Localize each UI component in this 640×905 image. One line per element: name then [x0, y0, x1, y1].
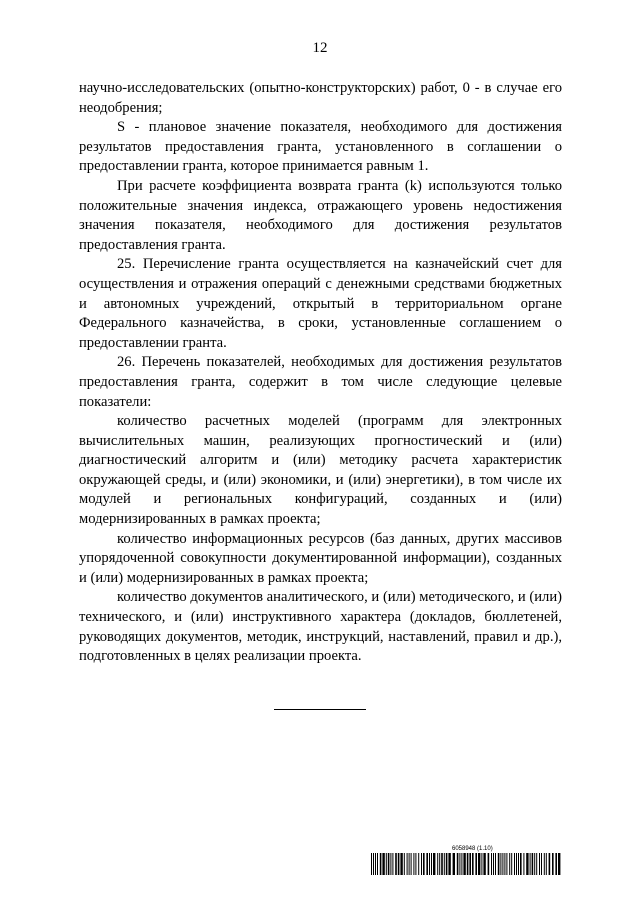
barcode-bar: [469, 853, 471, 875]
barcode-bar: [404, 853, 405, 875]
barcode-bar: [431, 853, 432, 875]
barcode-bar: [439, 853, 440, 875]
barcode-bar: [491, 853, 492, 875]
paragraph-25: 25. Перечисление гранта осуществляется на казначейский счет для осуществления и отражения операций с денежными средствами бюджетных и автономных учреждений, открытый в территориальном органе Федерального казначейства, в сроки, установленные соглашением о предоставлении гранта.: [79, 256, 562, 351]
barcode-bar: [429, 853, 430, 875]
barcode-bar: [457, 853, 459, 875]
barcode-bar: [453, 853, 455, 875]
barcode-bar: [388, 853, 390, 875]
barcode-bar: [467, 853, 469, 875]
barcode-bar: [526, 853, 528, 875]
barcode-bar: [504, 853, 505, 875]
end-separator-line: [274, 709, 366, 710]
indicator-item-resources: количество информационных ресурсов (баз данных, других массивов упорядоченной совокупности документированной информации), созданных и (или) модернизированных в рамках проекта;: [79, 530, 562, 586]
barcode-icon: [371, 853, 561, 875]
barcode-bar: [441, 853, 443, 875]
barcode-bar: [509, 853, 510, 875]
barcode-bar: [518, 853, 519, 875]
barcode-bar: [421, 853, 422, 875]
barcode-bar: [520, 853, 522, 875]
barcode-bar: [418, 853, 419, 875]
barcode-bar: [488, 853, 490, 875]
barcode-bar: [377, 853, 378, 875]
barcode-bar: [446, 853, 448, 875]
barcode-bar: [532, 853, 534, 875]
page-number: 12: [312, 40, 328, 56]
barcode-bar: [411, 853, 412, 875]
barcode-bar: [415, 853, 416, 875]
paragraph-continuation: научно-исследовательских (опытно-конструкторских) работ, 0 - в случае его неодобрения;: [79, 80, 562, 116]
barcode-bar: [558, 853, 560, 875]
barcode-bar: [426, 853, 428, 875]
barcode-bar: [478, 853, 480, 875]
barcode-bar: [395, 853, 397, 875]
barcode-bar: [511, 853, 512, 875]
barcode-bar: [500, 853, 501, 875]
document-body: [79, 79, 562, 667]
barcode-bar: [502, 853, 503, 875]
barcode-bar: [444, 853, 445, 875]
paragraph-26: 26. Перечень показателей, необходимых для достижения результатов предоставления гранта, содержит в том числе следующие целевые показатели:: [79, 354, 562, 410]
barcode-bar: [371, 853, 372, 875]
barcode-bar: [459, 853, 460, 875]
barcode-bar: [437, 853, 438, 875]
paragraph-coefficient: При расчете коэффициента возврата гранта (k) используются только положительные значения индекса, отражающего уровень недостижения значения показателя, необходимого для достижения результатов предоставления гранта.: [79, 177, 562, 253]
barcode-bar: [498, 853, 500, 875]
barcode-bar: [483, 853, 485, 875]
barcode-bar: [380, 853, 382, 875]
barcode-bar: [475, 853, 477, 875]
barcode-bar: [523, 853, 524, 875]
barcode-bar: [375, 853, 376, 875]
barcode-bar: [541, 853, 542, 875]
barcode-bar: [495, 853, 496, 875]
barcode-bar: [514, 853, 515, 875]
barcode-bar: [549, 853, 551, 875]
barcode-bar: [516, 853, 517, 875]
barcode-bar: [392, 853, 393, 875]
barcode-bar: [552, 853, 554, 875]
barcode-bar: [463, 853, 465, 875]
barcode-bar: [493, 853, 494, 875]
barcode-bar: [413, 853, 414, 875]
barcode-bar: [398, 853, 400, 875]
barcode-bar: [544, 853, 545, 875]
barcode-bar: [386, 853, 387, 875]
indicator-item-documents: количество документов аналитического, и (или) методического, и (или) технического, и (или) инструктивного характера (докладов, бюллетеней, руководящих документов, методик, инструкций, наставлений, правил и др.), подготовленных в целях реализации проекта.: [79, 589, 562, 665]
barcode-bar: [390, 853, 391, 875]
barcode-bar: [382, 853, 384, 875]
barcode-bar: [539, 853, 540, 875]
barcode-bar: [461, 853, 462, 875]
barcode-bar: [407, 853, 408, 875]
barcode-bar: [546, 853, 547, 875]
barcode-bar: [448, 853, 450, 875]
barcode-bar: [373, 853, 374, 875]
barcode-bar: [555, 853, 557, 875]
barcode-bar: [400, 853, 402, 875]
barcode-bar: [506, 853, 507, 875]
paragraph-s-definition: S - плановое значение показателя, необходимого для достижения результатов предоставления гранта, установленного в соглашении о предоставлении гранта, которое принимается равным 1.: [79, 119, 562, 175]
barcode-bar: [530, 853, 531, 875]
barcode-bar: [423, 853, 425, 875]
document-code: 6058948 (1.10): [452, 846, 493, 852]
barcode-bar: [472, 853, 474, 875]
indicator-item-models: количество расчетных моделей (программ для электронных вычислительных машин, реализующих прогностический и (или) диагностический алгоритм и (или) методику расчета характеристик окружающей среды, и (или) экономики, и (или) энергетики), в том числе их модулей и региональных конфигураций, созданных и (или) модернизированных в рамках проекта;: [79, 413, 562, 528]
barcode-bar: [481, 853, 482, 875]
barcode-bar: [536, 853, 537, 875]
barcode-bar: [409, 853, 410, 875]
barcode-bar: [433, 853, 435, 875]
barcode-bar: [534, 853, 535, 875]
